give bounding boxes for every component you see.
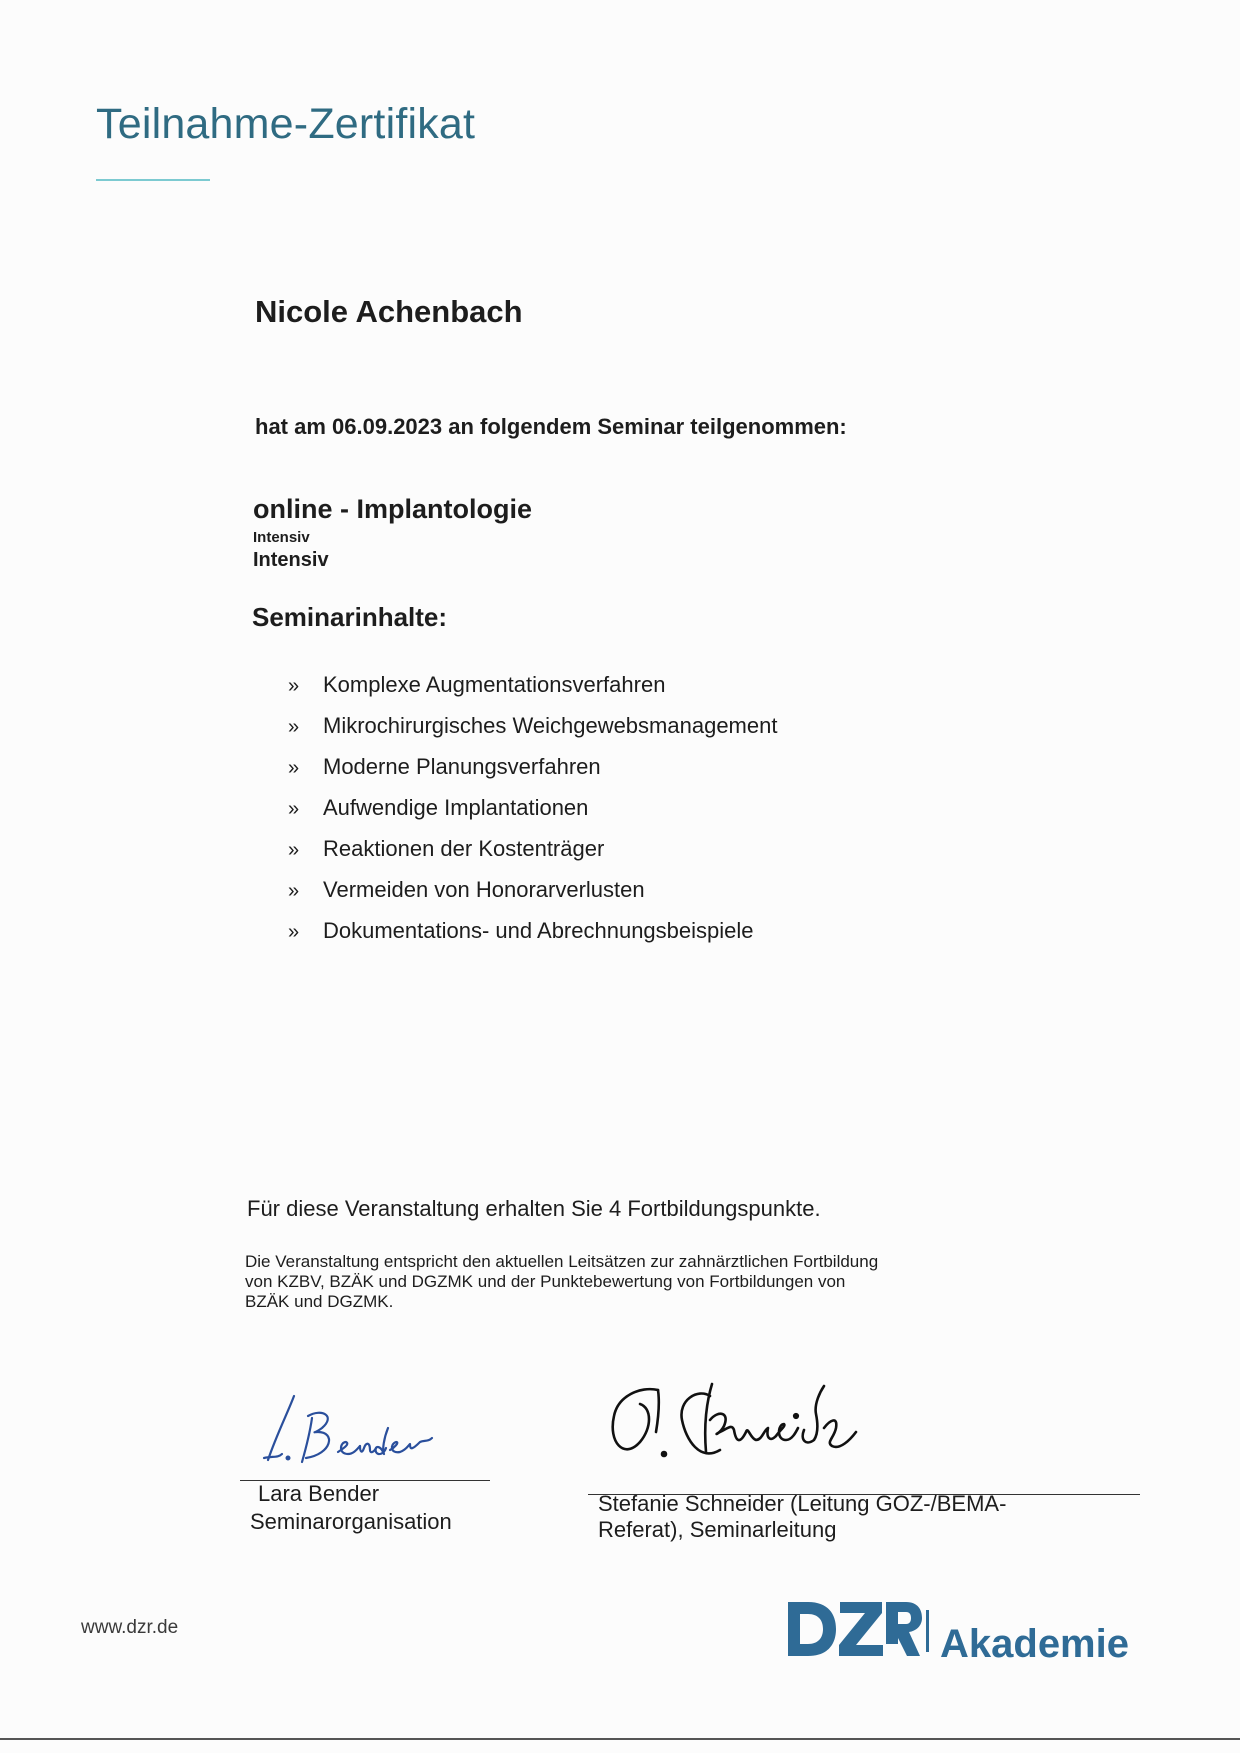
bullet-icon: » bbox=[288, 757, 300, 779]
participant-name: Nicole Achenbach bbox=[255, 294, 523, 329]
handwritten-signature-icon bbox=[258, 1392, 438, 1472]
participation-statement: hat am 06.09.2023 an folgendem Seminar teilgenommen: bbox=[255, 414, 847, 439]
topic-label: Reaktionen der Kostenträger bbox=[323, 836, 605, 861]
topic-label: Vermeiden von Honorarverlusten bbox=[323, 877, 645, 902]
topic-item bbox=[288, 836, 777, 877]
topic-item bbox=[288, 713, 777, 754]
seminar-contents-heading: Seminarinhalte: bbox=[252, 602, 448, 632]
handwritten-signature-icon bbox=[600, 1380, 870, 1480]
page-bottom-rule bbox=[0, 1738, 1240, 1740]
topic-label: Mikrochirurgisches Weichgewebsmanagement bbox=[323, 713, 778, 738]
dzr-logo-icon bbox=[786, 1598, 922, 1660]
topic-item bbox=[288, 918, 777, 959]
topic-item bbox=[288, 754, 777, 795]
bullet-icon: » bbox=[288, 716, 300, 738]
signature-lara-bender bbox=[258, 1392, 438, 1472]
seminar-title: online - Implantologie bbox=[253, 494, 532, 524]
signer-role: Seminarorganisation bbox=[250, 1509, 452, 1534]
topic-item bbox=[288, 795, 777, 836]
guidelines-statement: Die Veranstaltung entspricht den aktuellen Leitsätzen zur zahnärztlichen Fortbildung von KZBV, BZÄK und DGZMK und der Punktebewertung von Fortbildungen von BZÄK und DGZMK. bbox=[245, 1252, 879, 1311]
title-underline bbox=[96, 179, 210, 181]
training-points-statement: Für diese Veranstaltung erhalten Sie 4 Fortbildungspunkte. bbox=[247, 1196, 821, 1221]
topics-list bbox=[288, 672, 777, 959]
website-link[interactable]: www.dzr.de bbox=[81, 1617, 179, 1638]
topic-label: Moderne Planungsverfahren bbox=[323, 754, 601, 779]
dzr-logo bbox=[786, 1598, 922, 1665]
signature-stefanie-schneider bbox=[600, 1380, 870, 1480]
logo-wordmark: Akademie bbox=[940, 1622, 1129, 1666]
bullet-icon: » bbox=[288, 675, 300, 697]
logo-separator bbox=[926, 1610, 929, 1652]
topic-item bbox=[288, 877, 777, 918]
seminar-subtitle: Intensiv bbox=[253, 549, 329, 571]
topic-label: Aufwendige Implantationen bbox=[323, 795, 589, 820]
signer-name: Stefanie Schneider (Leitung GOZ-/BEMA- bbox=[598, 1491, 1007, 1516]
bullet-icon: » bbox=[288, 921, 300, 943]
topic-label: Dokumentations- und Abrechnungsbeispiele bbox=[323, 918, 754, 943]
topic-item bbox=[288, 672, 777, 713]
topic-label: Komplexe Augmentationsverfahren bbox=[323, 672, 666, 697]
seminar-subtitle-small: Intensiv bbox=[253, 529, 310, 546]
bullet-icon: » bbox=[288, 880, 300, 902]
certificate-title: Teilnahme-Zertifikat bbox=[96, 100, 476, 148]
bullet-icon: » bbox=[288, 839, 300, 861]
signer-role: Referat), Seminarleitung bbox=[598, 1517, 837, 1542]
bullet-icon: » bbox=[288, 798, 300, 820]
signer-name: Lara Bender bbox=[258, 1481, 380, 1506]
